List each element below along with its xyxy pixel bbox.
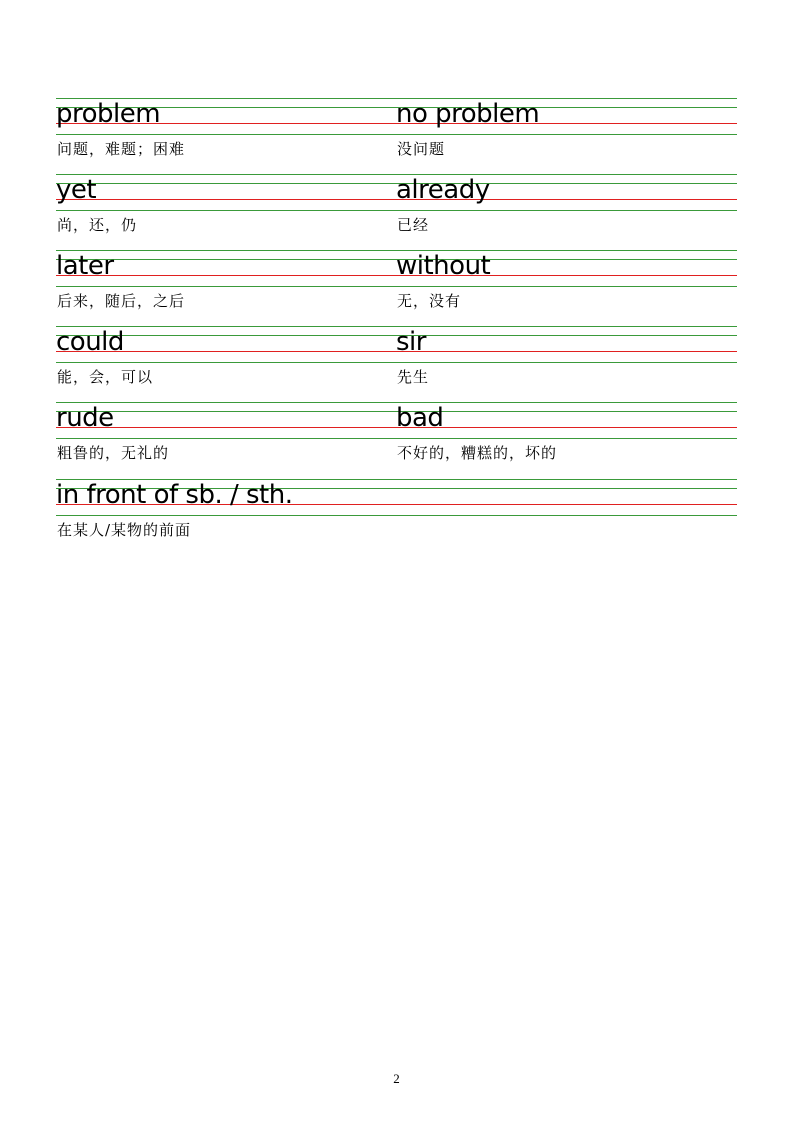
vocab-meaning: 尚，还，仍: [57, 216, 138, 234]
vocab-word: already: [396, 175, 490, 205]
vocab-meaning: 在某人/某物的前面: [57, 521, 192, 539]
vocab-meaning: 无，没有: [397, 292, 462, 310]
vocab-word: could: [56, 327, 124, 357]
guide-line-bottom: [56, 210, 737, 211]
vocab-row: [0, 250, 793, 326]
vocab-meaning: 问题，难题；困难: [57, 140, 186, 158]
guide-line-bottom: [56, 438, 737, 439]
vocab-row: [0, 326, 793, 402]
guide-line-bottom: [56, 134, 737, 135]
vocab-word: no problem: [396, 99, 540, 129]
vocab-meaning: 粗鲁的，无礼的: [57, 444, 170, 462]
vocab-word: yet: [56, 175, 97, 205]
vocab-word: rude: [56, 403, 114, 433]
vocab-word: problem: [56, 99, 161, 129]
vocab-meaning: 后来，随后，之后: [57, 292, 186, 310]
vocab-meaning: 先生: [397, 368, 430, 386]
vocab-meaning: 没问题: [397, 140, 446, 158]
vocab-word: bad: [396, 403, 444, 433]
vocab-meaning: 能，会，可以: [57, 368, 154, 386]
vocab-word: without: [396, 251, 491, 281]
guide-line-bottom: [56, 515, 737, 516]
vocab-row: [0, 98, 793, 174]
vocab-row: [0, 174, 793, 250]
vocab-meaning: 不好的，糟糕的，坏的: [397, 444, 558, 462]
vocab-word: in front of sb. / sth.: [56, 480, 293, 510]
vocab-word: later: [56, 251, 114, 281]
vocab-row: [0, 402, 793, 478]
vocab-row: [0, 479, 793, 555]
page-number: 2: [393, 1071, 400, 1086]
guide-line-bottom: [56, 362, 737, 363]
guide-line-bottom: [56, 286, 737, 287]
vocab-meaning: 已经: [397, 216, 430, 234]
vocab-word: sir: [396, 327, 426, 357]
